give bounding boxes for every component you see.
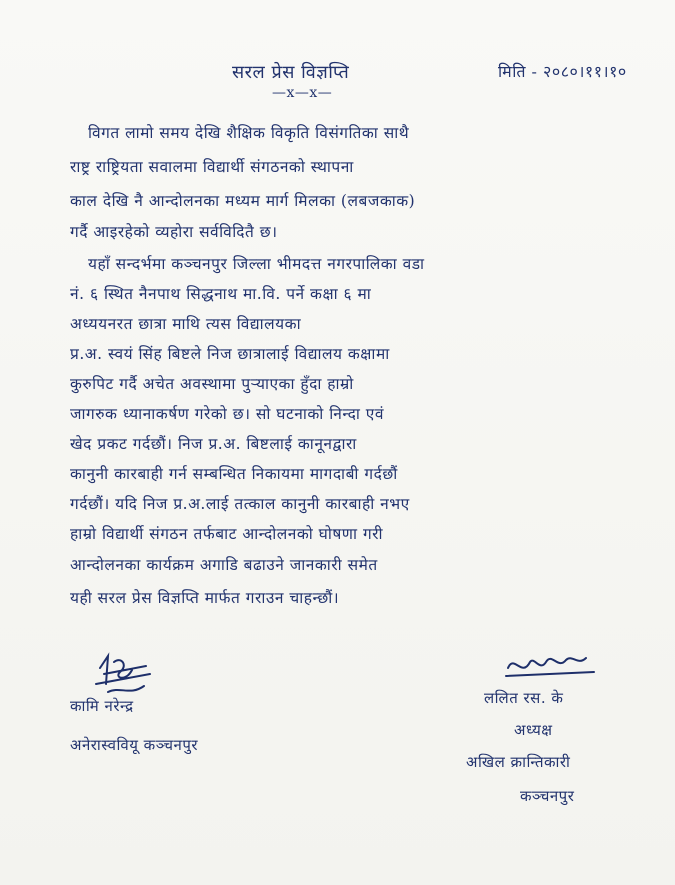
body-line: हाम्रो विद्यार्थी संगठन तर्फबाट आन्दोलनको घोषणा गरी xyxy=(70,525,384,543)
right-signatory-name: ललित रस. के xyxy=(484,689,564,707)
body-line: प्र.अ. स्वयं सिंह बिष्टले निज छात्रालाई विद्यालय कक्षामा xyxy=(70,345,390,363)
body-line: यही सरल प्रेस विज्ञप्ति मार्फत गराउन चाहन्छौं। xyxy=(70,589,340,607)
body-line: आन्दोलनका कार्यक्रम अगाडि बढाउने जानकारी समेत xyxy=(70,556,378,574)
body-line: काल देखि नै आन्दोलनका मध्यम मार्ग मिलका (लबजकाक) xyxy=(70,192,416,210)
right-signatory-organization: अखिल क्रान्तिकारी xyxy=(466,753,571,771)
left-signatory-designation: अनेरास्ववियू कञ्चनपुर xyxy=(70,736,199,754)
body-line: जागरुक ध्यानाकर्षण गरेको छ। सो घटनाको निन्दा एवं xyxy=(70,405,384,423)
body-line: यहाँ सन्दर्भमा कञ्चनपुर जिल्ला भीमदत्त नगरपालिका वडा xyxy=(88,255,425,273)
body-line: कानुनी कारबाही गर्न सम्बन्धित निकायमा मागदाबी गर्दछौं xyxy=(70,465,398,483)
body-line: गर्दै आइरहेको व्यहोरा सर्वविदितै छ। xyxy=(70,223,278,241)
letter-title: सरल प्रेस विज्ञप्ति xyxy=(232,62,350,83)
right-signatory-location: कञ्चनपुर xyxy=(520,787,575,805)
body-line: विगत लामो समय देखि शैक्षिक विकृति विसंगतिका साथै xyxy=(88,124,410,142)
body-line: कुरुपिट गर्दै अचेत अवस्थामा पुऱ्याएका हुँदा हाम्रो xyxy=(70,375,354,393)
body-line: अध्ययनरत छात्रा माथि त्यस विद्यालयका xyxy=(70,315,302,333)
right-signatory-designation: अध्यक्ष xyxy=(514,721,553,739)
right-signature-scribble xyxy=(500,648,620,688)
letter-date: मिति - २०८०।११।१० xyxy=(498,62,627,81)
body-line: खेद प्रकट गर्दछौं। निज प्र.अ. बिष्टलाई कानूनद्वारा xyxy=(70,435,357,453)
title-underline-decoration: —x—x— xyxy=(272,85,333,101)
body-line: राष्ट्र राष्ट्रियता सवालमा विद्यार्थी संगठनको स्थापना xyxy=(70,158,354,176)
body-line: नं. ६ स्थित नैनपाथ सिद्धनाथ मा.वि. पर्ने कक्षा ६ मा xyxy=(70,285,372,303)
left-signatory-name: कामि नरेन्द्र xyxy=(70,697,134,715)
body-line: गर्दछौं। यदि निज प्र.अ.लाई तत्काल कानुनी कारबाही नभए xyxy=(70,495,410,513)
